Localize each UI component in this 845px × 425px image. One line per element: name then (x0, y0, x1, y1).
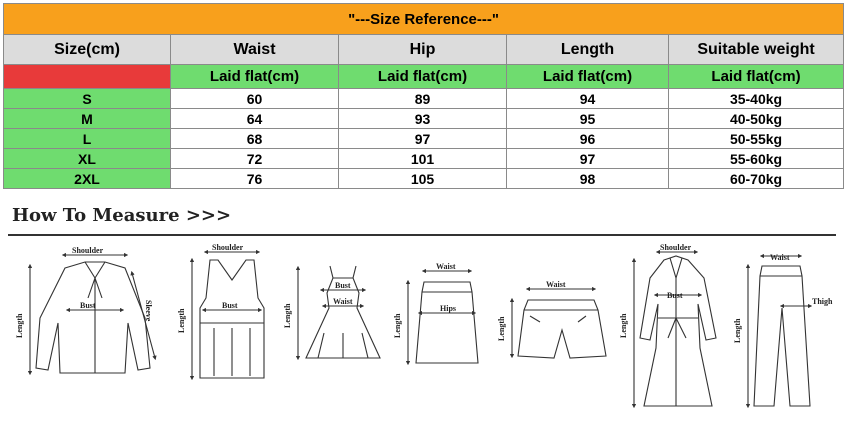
cell-size: XL (4, 149, 171, 169)
measurement-illustrations (0, 238, 845, 425)
header-row (4, 35, 844, 65)
cell-weight: 35-40kg (669, 89, 844, 109)
header-weight: Suitable weight (669, 35, 844, 65)
label-sleeve: Sleeve (144, 300, 153, 322)
label-shoulder: Shoulder (72, 246, 104, 255)
cell-length: 98 (507, 169, 669, 189)
label-length: Length (393, 313, 402, 338)
unit-hip: Laid flat(cm) (339, 65, 507, 89)
cell-hip: 101 (339, 149, 507, 169)
header-size: Size(cm) (4, 35, 171, 65)
cell-length: 95 (507, 109, 669, 129)
cell-hip: 93 (339, 109, 507, 129)
unit-weight: Laid flat(cm) (669, 65, 844, 89)
blouse-illustration (15, 246, 155, 373)
unit-size (4, 65, 171, 89)
table-title: "---Size Reference---" (4, 4, 844, 35)
header-waist: Waist (171, 35, 339, 65)
label-length: Length (15, 313, 24, 338)
cell-size: S (4, 89, 171, 109)
cell-size: 2XL (4, 169, 171, 189)
label-bust: Bust (80, 301, 96, 310)
label-bust: Bust (667, 291, 683, 300)
table-row (4, 109, 844, 129)
table-row (4, 149, 844, 169)
cell-hip: 105 (339, 169, 507, 189)
coat-illustration (619, 243, 716, 406)
label-waist: Waist (333, 297, 353, 306)
table-row (4, 169, 844, 189)
cell-hip: 89 (339, 89, 507, 109)
label-waist: Waist (770, 253, 790, 262)
unit-length: Laid flat(cm) (507, 65, 669, 89)
cell-hip: 97 (339, 129, 507, 149)
cell-weight: 40-50kg (669, 109, 844, 129)
cell-length: 96 (507, 129, 669, 149)
label-waist: Waist (546, 280, 566, 289)
label-waist: Waist (436, 262, 456, 271)
label-thigh: Thigh (812, 297, 833, 306)
unit-waist: Laid flat(cm) (171, 65, 339, 89)
label-length: Length (733, 318, 742, 343)
cell-waist: 68 (171, 129, 339, 149)
cell-size: M (4, 109, 171, 129)
cell-weight: 55-60kg (669, 149, 844, 169)
cell-waist: 76 (171, 169, 339, 189)
how-to-measure-title: How To Measure >>> (12, 205, 232, 226)
label-length: Length (497, 316, 506, 341)
cell-length: 97 (507, 149, 669, 169)
cell-waist: 72 (171, 149, 339, 169)
table-title-row (4, 4, 844, 35)
table-row (4, 129, 844, 149)
cell-waist: 64 (171, 109, 339, 129)
label-bust: Bust (335, 281, 351, 290)
cell-size: L (4, 129, 171, 149)
unit-row (4, 65, 844, 89)
label-hips: Hips (440, 304, 457, 313)
skirt-illustration (393, 262, 478, 363)
shorts-illustration (497, 280, 606, 358)
size-reference-table (3, 3, 844, 189)
tank-top-illustration (177, 243, 264, 378)
table-row (4, 89, 844, 109)
dress-illustration (283, 266, 380, 358)
cell-weight: 60-70kg (669, 169, 844, 189)
trousers-illustration (733, 253, 833, 406)
label-length: Length (619, 313, 628, 338)
cell-length: 94 (507, 89, 669, 109)
cell-waist: 60 (171, 89, 339, 109)
cell-weight: 50-55kg (669, 129, 844, 149)
header-hip: Hip (339, 35, 507, 65)
label-length: Length (177, 308, 186, 333)
header-length: Length (507, 35, 669, 65)
label-length: Length (283, 303, 292, 328)
divider (8, 234, 836, 236)
label-shoulder: Shoulder (660, 243, 692, 252)
label-shoulder: Shoulder (212, 243, 244, 252)
label-bust: Bust (222, 301, 238, 310)
